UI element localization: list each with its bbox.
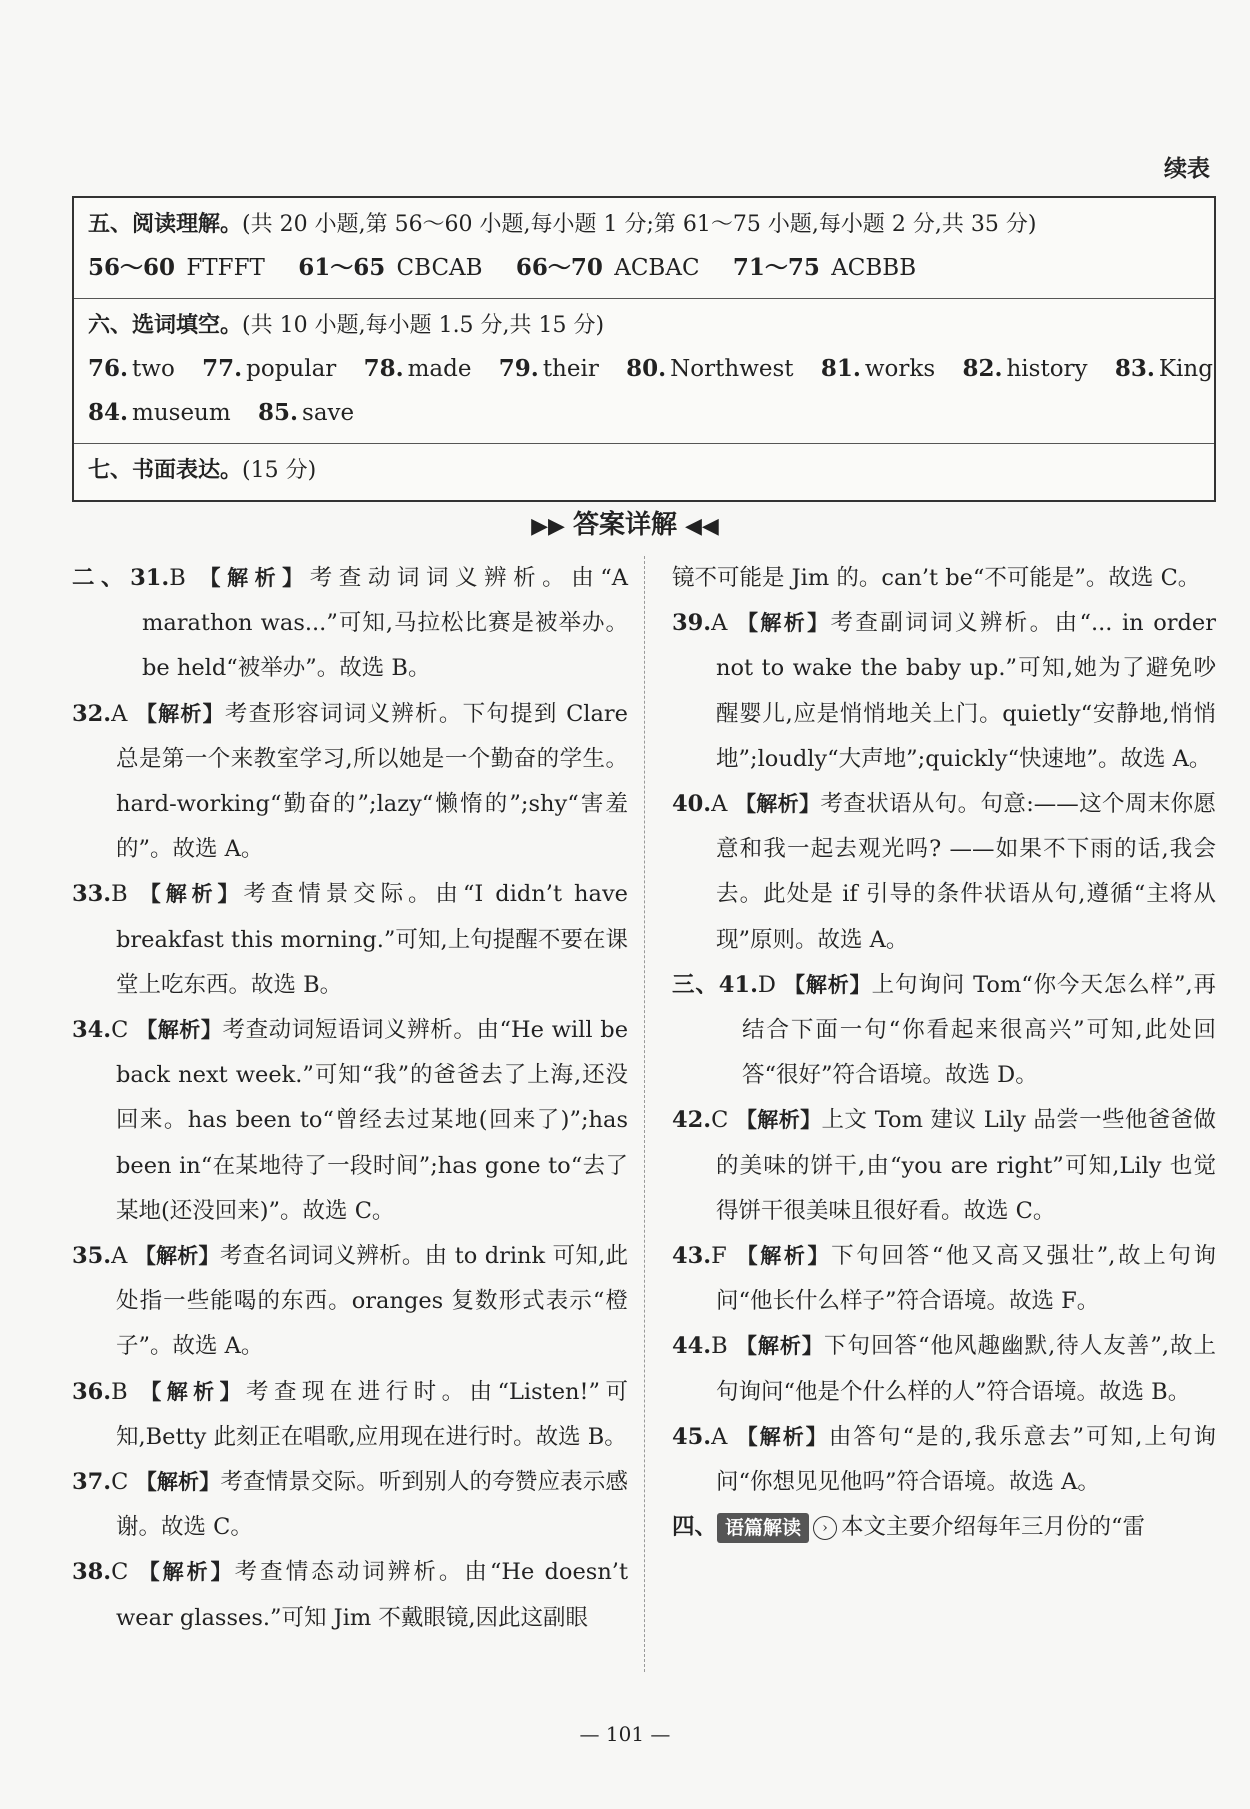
word-fill-answers-1	[88, 347, 1213, 391]
word-fill-detail: (共 10 小题,每小题 1.5 分,共 15 分)	[242, 313, 605, 338]
word-fill-answers-2	[88, 391, 1200, 435]
word-answer: 76. two	[88, 355, 175, 382]
writing-detail: (15 分)	[242, 458, 317, 483]
reading-answers	[88, 246, 1200, 290]
answer-group: 66～70 ACBAC	[515, 254, 700, 281]
answer-group: 71～75 ACBBB	[732, 254, 917, 281]
reading-detail: (共 20 小题,第 56～60 小题,每小题 1 分;第 61～75 小题,每小题 2 分,共 35 分)	[242, 212, 1037, 237]
explanation-42: 42.C 【解析】上文 Tom 建议 Lily 品尝一些他爸爸做的美味的饼干,由“you are right”可知,Lily 也觉得饼干很美味且很好看。故选 C。	[672, 1107, 1217, 1224]
word-answer: 84. museum	[88, 399, 231, 426]
explanation-41: 三、41.D 【解析】上句询问 Tom“你今天怎么样”,再结合下面一句“你看起来很高兴”可知,此处回答“很好”符合语境。故选 D。	[672, 971, 1217, 1089]
right-column	[672, 556, 1216, 1550]
explanation-39: 39.A 【解析】考查副词词义辨析。由“... in order not to wake the baby up.”可知,她为了避免吵醒婴儿,应是悄悄地关上门。quietly“安静地,悄悄地”;loudly“大声地”;quickly“快速地”。故选 A。	[672, 610, 1216, 772]
explanation-40: 40.A 【解析】考查状语从句。句意:——这个周末你愿意和我一起去观光吗? ——如果不下雨的话,我会去。此处是 if 引导的条件状语从句,遵循“主将从现”原则。故选 A。	[672, 791, 1216, 953]
explanation-35: 35.A 【解析】考查名词词义辨析。由 to drink 可知,此处指一些能喝的东西。oranges 复数形式表示“橙子”。故选 A。	[72, 1243, 628, 1360]
explanation-31: 二、31.B 【解析】考查动词词义辨析。由“A marathon was...”可知,马拉松比赛是被举办。be held“被举办”。故选 B。	[72, 565, 629, 682]
double-chevron-left-icon: ◀◀	[685, 514, 719, 539]
page-number: — 101 —	[579, 1722, 671, 1746]
word-answer: 79. their	[498, 355, 599, 382]
chevron-right-circle-icon: ›	[813, 1516, 837, 1540]
explanation-37: 37.C 【解析】考查情景交际。听到别人的夸赞应表示感谢。故选 C。	[72, 1469, 628, 1541]
word-answer: 85. save	[258, 399, 355, 426]
continued-label: 续表	[1164, 156, 1210, 182]
answer-details-heading: ▶▶ 答案详解 ◀◀	[531, 510, 719, 540]
word-answer: 77. popular	[202, 355, 337, 382]
section-4-intro: 四、 语篇解读 › 本文主要介绍每年三月份的“雷	[672, 1505, 1216, 1550]
word-fill-title: 六、选词填空。	[88, 313, 243, 338]
double-chevron-right-icon: ▶▶	[531, 514, 565, 539]
word-answer: 81. works	[820, 355, 936, 382]
reading-comprehension-row	[74, 198, 1214, 299]
word-answer: 80. Northwest	[626, 355, 794, 382]
word-fill-row	[74, 299, 1214, 444]
answer-group: 56～60 FTFFT	[88, 254, 265, 281]
answer-table	[72, 196, 1216, 502]
explanation-34: 34.C 【解析】考查动词短语词义辨析。由“He will be back next week.”可知“我”的爸爸去了上海,还没回来。has been to“曾经去过某地(回来了)”;has been in“在某地待了一段时间”;has gone to“去了某地(还没回来)”。故选 C。	[72, 1017, 629, 1224]
explanation-38: 38.C 【解析】考查情态动词辨析。由“He doesn’t wear glasses.”可知 Jim 不戴眼镜,因此这副眼	[72, 1559, 629, 1631]
word-answer: 78. made	[363, 355, 472, 382]
word-answer: 83. King	[1114, 355, 1213, 382]
explanation-44: 44.B 【解析】下句回答“他风趣幽默,待人友善”,故上句询问“他是个什么样的人”符合语境。故选 B。	[672, 1333, 1217, 1405]
writing-title: 七、书面表达。	[88, 458, 243, 483]
passage-reading-badge: 语篇解读	[717, 1513, 809, 1543]
explanation-32: 32.A 【解析】考查形容词词义辨析。下句提到 Clare 总是第一个来教室学习,所以她是一个勤奋的学生。hard-working“勤奋的”;lazy“懒惰的”;shy“害羞的”。故选 A。	[72, 700, 628, 863]
explanation-33: 33.B 【解析】考查情景交际。由“I didn’t have breakfast this morning.”可知,上句提醒不要在课堂上吃东西。故选 B。	[72, 881, 628, 998]
explanation-36: 36.B 【解析】考查现在进行时。由“Listen!”可知,Betty 此刻正在唱歌,应用现在进行时。故选 B。	[72, 1378, 628, 1450]
explanation-45: 45.A 【解析】由答句“是的,我乐意去”可知,上句询问“你想见见他吗”符合语境。故选 A。	[672, 1423, 1217, 1496]
writing-row	[74, 444, 1214, 500]
explanation-43: 43.F 【解析】下句回答“他又高又强壮”,故上句询问“他长什么样子”符合语境。故选 F。	[672, 1243, 1216, 1315]
word-answer: 82. history	[962, 355, 1088, 382]
column-divider	[644, 556, 645, 1672]
left-column	[72, 556, 628, 1641]
reading-title: 五、阅读理解。	[88, 212, 243, 237]
explanation-38-continued: 镜不可能是 Jim 的。can’t be“不可能是”。故选 C。	[672, 565, 1201, 591]
answer-group: 61～65 CBCAB	[298, 254, 483, 281]
